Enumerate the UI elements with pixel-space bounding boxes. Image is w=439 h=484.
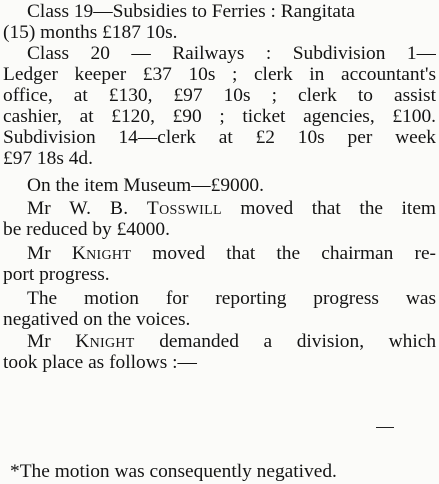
text-line: £97 18s 4d.: [3, 148, 93, 169]
closing-line: *The motion was consequently negatived.: [10, 461, 337, 482]
sum-rule: [376, 427, 394, 428]
text-line: office, at £130, £97 10s ; clerk to assist: [3, 85, 436, 106]
text-line: On the item Museum—£9000.: [27, 175, 264, 196]
member-name: W. B. Tosswill: [69, 198, 222, 219]
text-line: negatived on the voices.: [3, 309, 191, 330]
text-line: The motion for reporting progress was: [27, 288, 436, 309]
text-line: Subdivision 14—clerk at £2 10s per week: [3, 127, 436, 148]
text-line: port progress.: [3, 264, 110, 285]
text-run: demanded a division, which: [134, 331, 436, 352]
text-line: [27, 198, 436, 219]
text-run: moved that the item: [221, 198, 436, 219]
text-line: Class 20 — Railways : Subdivision 1—: [27, 43, 436, 64]
honorific: Mr: [27, 243, 72, 264]
text-line: Class 19—Subsidies to Ferries : Rangitata: [27, 1, 356, 22]
text-line: took place as follows :—: [3, 352, 197, 373]
text-run: moved that the chairman re-: [131, 243, 436, 264]
text-line: Ledger keeper £37 10s ; clerk in accountant's: [3, 64, 436, 85]
text-line: be reduced by £4000.: [3, 219, 170, 240]
honorific: Mr: [27, 198, 70, 219]
member-name: Knight: [71, 243, 132, 264]
member-name: Knight: [75, 331, 135, 352]
text-line: (15) months £187 10s.: [3, 22, 178, 43]
text-line: cashier, at £120, £90 ; ticket agencies, £100.: [3, 106, 436, 127]
text-line: [27, 331, 436, 352]
honorific: Mr: [27, 331, 76, 352]
text-line: [27, 243, 436, 264]
